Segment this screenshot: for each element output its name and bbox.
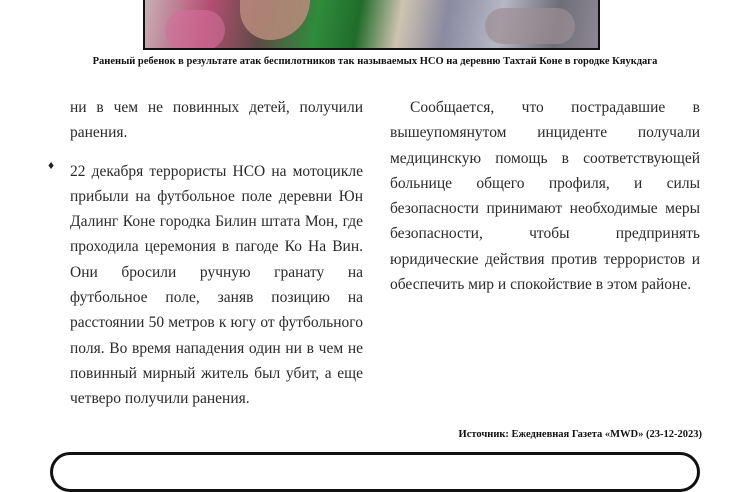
left-paragraph-1: ни в чем не повинных детей, получили ранения.	[70, 99, 363, 142]
news-photo	[143, 0, 600, 50]
right-column	[390, 95, 700, 297]
left-column	[70, 95, 363, 412]
left-paragraph-2: 22 декабря террористы НСО на мотоцикле прибыли на футбольное поле деревни Юн Далинг Коне городка Билин штата Мон, где проходила церемония в пагоде Ко На Вин. Они бросили ручную гранату на футбольное поле, заняв позицию на расстоянии 50 метров к югу от футбольного поля. Во время нападения один ни в чем не повинный мирный житель был убит, а еще четверо получили ранения.	[70, 162, 363, 408]
bottom-rounded-box	[50, 452, 700, 492]
source-note: Источник: Ежедневная Газета «MWD» (23-12-2023)	[458, 429, 702, 440]
right-paragraph-1: Сообщается, что пострадавшие в вышеупомянутом инциденте получали медицинскую помощь в соответствующей больнице общего профиля, и силы безопасности принимают необходимые меры безопасности, чтобы предпринять юридические действия против террористов и обеспечить мир и спокойствие в этом районе.	[390, 99, 700, 294]
bullet-icon: ♦	[48, 158, 55, 172]
photo-caption: Раненый ребенок в результате атак беспилотников так называемых НСО на деревню Тахтай Коне в городке Кяукдага	[92, 56, 658, 67]
